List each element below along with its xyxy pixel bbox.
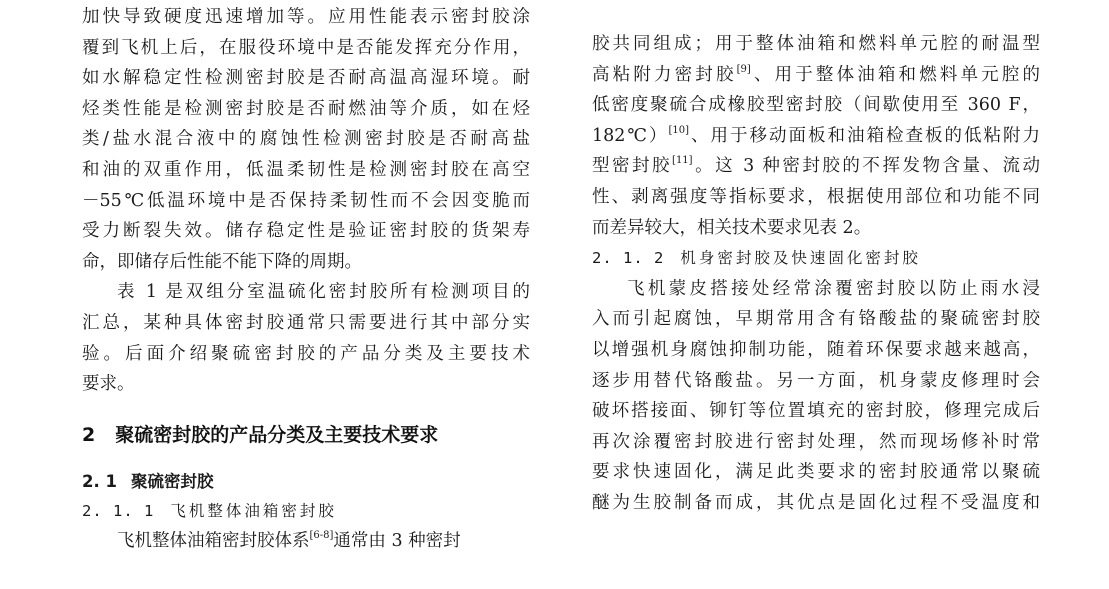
text-line: 再次涂覆密封胶进行密封处理，然而现场修补时常 bbox=[592, 431, 1040, 452]
section-number: 2. 1 bbox=[82, 471, 117, 491]
text-line: 如水解稳定性检测密封胶是否耐高温高湿环境。耐 bbox=[82, 68, 530, 89]
text-segment: 182℃） bbox=[592, 125, 669, 146]
text-segment: 。这 3 种密封胶的不挥发物含量、流动 bbox=[692, 156, 1040, 177]
section-number: 2. 1. 2 bbox=[592, 249, 665, 268]
section-title: 飞机整体油箱密封胶 bbox=[170, 501, 337, 520]
text-line: 类/盐水混合液中的腐蚀性检测密封胶是否耐高盐 bbox=[82, 129, 530, 150]
text-line: 要求。 bbox=[82, 374, 135, 395]
text-line: －55℃低温环境中是否保持柔韧性而不会因变脆而 bbox=[82, 190, 530, 211]
text-line bbox=[592, 151, 1040, 182]
text-line: 飞机蒙皮搭接处经常涂覆密封胶以防止雨水浸 bbox=[627, 278, 1040, 299]
text-line: 和油的双重作用，低温柔韧性是检测密封胶在高空 bbox=[82, 159, 530, 180]
citation: [11] bbox=[672, 155, 693, 167]
text-segment: 、用于整体油箱和燃料单元腔的 bbox=[750, 64, 1040, 85]
text-line: 覆到飞机上后，在服役环境中是否能发挥充分作用， bbox=[82, 37, 530, 58]
text-line: 破坏搭接面、铆钉等位置填充的密封胶，修理完成后 bbox=[592, 401, 1040, 422]
text-line: 表 1 是双组分室温硫化密封胶所有检测项目的 bbox=[117, 282, 530, 303]
section-title: 聚硫密封胶的产品分类及主要技术要求 bbox=[115, 423, 439, 446]
text-line: 逐步用替代铬酸盐。另一方面，机身蒙皮修理时会 bbox=[592, 370, 1040, 391]
text-line: 胶共同组成；用于整体油箱和燃料单元腔的耐温型 bbox=[592, 34, 1040, 54]
section-heading-2-1 bbox=[82, 468, 530, 496]
section-heading-2-1-1 bbox=[82, 496, 530, 527]
text-line: 加快导致硬度迅速增加等。应用性能表示密封胶涂 bbox=[82, 7, 530, 27]
text-line: 烃类性能是检测密封胶是否耐燃油等介质，如在烃 bbox=[82, 98, 530, 119]
text-segment: 高粘附力密封胶 bbox=[592, 64, 737, 85]
text-line bbox=[592, 60, 1040, 91]
section-number: 2. 1. 1 bbox=[82, 501, 155, 520]
left-paragraph-3 bbox=[82, 526, 530, 557]
text-segment: 型密封胶 bbox=[592, 156, 673, 177]
left-paragraph-2 bbox=[82, 277, 530, 399]
text-segment: 、用于移动面板和油箱检查板的低粘附力 bbox=[689, 125, 1040, 146]
left-paragraph-1 bbox=[82, 0, 530, 277]
text-line: 命，即储存后性能不能下降的周期。 bbox=[82, 251, 362, 272]
text-line: 汇总，某种具体密封胶通常只需要进行其中部分实 bbox=[82, 312, 530, 333]
right-paragraph-2 bbox=[592, 274, 1040, 519]
text-line: 验。后面介绍聚硫密封胶的产品分类及主要技术 bbox=[82, 343, 530, 364]
text-segment: 飞机整体油箱密封胶体系 bbox=[117, 531, 310, 552]
section-title: 聚硫密封胶 bbox=[130, 471, 214, 491]
citation: [9] bbox=[736, 63, 751, 75]
text-line: 性、剥离强度等指标要求，根据使用部位和功能不同 bbox=[592, 186, 1040, 207]
section-heading-2 bbox=[82, 420, 530, 450]
text-segment: 通常由 3 种密封 bbox=[333, 531, 461, 552]
text-line: 低密度聚硫合成橡胶型密封胶（间歇使用至 360 F， bbox=[592, 95, 1040, 116]
text-line: 而差异较大，相关技术要求见表 2。 bbox=[592, 217, 872, 238]
text-line: 以增强机身腐蚀抑制功能，随着环保要求越来越高， bbox=[592, 339, 1040, 360]
right-column bbox=[592, 0, 1040, 519]
text-line: 要求快速固化，满足此类要求的密封胶通常以聚硫 bbox=[592, 462, 1040, 483]
text-line: 醚为生胶制备而成，其优点是固化过程不受温度和 bbox=[592, 492, 1040, 513]
section-title: 机身密封胶及快速固化密封胶 bbox=[680, 249, 921, 268]
section-heading-2-1-2 bbox=[592, 243, 1040, 274]
citation: [6-8] bbox=[309, 530, 334, 542]
text-line bbox=[592, 121, 1040, 152]
citation: [10] bbox=[668, 124, 690, 136]
left-column bbox=[82, 0, 530, 557]
right-paragraph-1 bbox=[592, 0, 1040, 243]
section-number: 2 bbox=[82, 423, 96, 446]
text-line: 受力断裂失效。储存稳定性是验证密封胶的货架寿 bbox=[82, 221, 530, 242]
text-line: 入而引起腐蚀，早期常用含有铬酸盐的聚硫密封胶 bbox=[592, 309, 1040, 330]
